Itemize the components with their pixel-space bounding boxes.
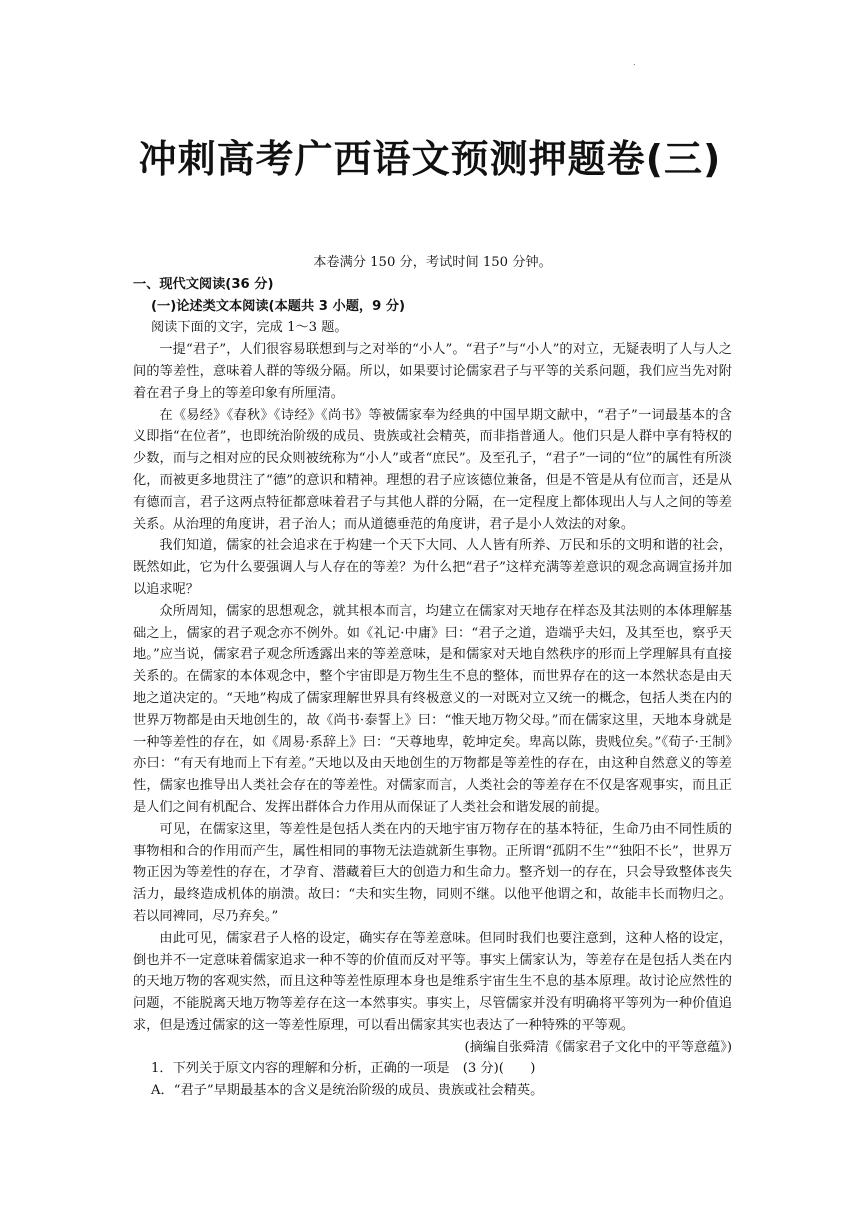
- paragraph: 一提“君子”，人们很容易联想到与之对举的“小人”。“君子”与“小人”的对立，无疑表明了人与人之间的等差性，意味着人群的等级分隔。所以，如果要讨论儒家君子与平等的关系问题，我们应当先对附着在君子身上的等差印象有所厘清。: [133, 342, 732, 401]
- page-title: 冲刺高考广西语文预测押题卷(三): [138, 137, 722, 181]
- paragraph: 众所周知，儒家的思想观念，就其根本而言，均建立在儒家对天地存在样态及其法则的本体理解基础之上，儒家的君子观念亦不例外。如《礼记·中庸》曰：“君子之道，造端乎夫妇，及其至也，察乎天地。”应当说，儒家君子观念所透露出来的等差意味，是和儒家对天地自然秩序的形而上学理解具有直接关系的。在儒家的本体观念中，整个宇宙即是万物生生不息的整体，而世界存在的这一本然状态是由天地之道决定的。“天地”构成了儒家理解世界具有终极意义的一对既对立又统一的概念，包括人类在内的世界万物都是由天地创生的，故《尚书·泰誓上》曰：“惟天地万物父母。”而在儒家这里，天地本身就是一种等差性的存在，如《周易·系辞上》曰：“天尊地卑，乾坤定矣。卑高以陈，贵贱位矣。”《荀子·王制》亦曰：“有天有地而上下有差。”天地以及由天地创生的万物都是等差性的存在，由这种自然意义的等差性，儒家也推导出人类社会存在的等差性。对儒家而言，人类社会的等差存在不仅是客观事实，而且正是人们之间有机配合、发挥出群体合力作用从而保证了人类社会和谐发展的前提。: [133, 603, 732, 815]
- exam-note: 本卷满分 150 分，考试时间 150 分钟。: [313, 255, 552, 270]
- section-heading: 一、现代文阅读(36 分): [133, 276, 274, 292]
- reading-instruction: 阅读下面的文字，完成 1～3 题。: [151, 320, 348, 336]
- paragraph: 我们知道，儒家的社会追求在于构建一个天下大同、人人皆有所养、万民和乐的文明和谐的社会，既然如此，它为什么要强调人与人存在的等差？为什么把“君子”这样充满等差意识的观念高调宣扬并加以追求呢？: [133, 538, 732, 597]
- paragraph: 可见，在儒家这里，等差性是包括人类在内的天地宇宙万物存在的基本特征，生命乃由不同性质的事物相和合的作用而产生，属性相同的事物无法造就新生事物。正所谓“孤阴不生”“独阳不长”，世界万物正因为等差性的存在，才孕育、潜藏着巨大的创造力和生命力。整齐划一的存在，只会导致整体丧失活力，最终造成机体的崩溃。故曰：“夫和实生物，同则不继。以他平他谓之和，故能丰长而物归之。若以同裨同，尽乃弃矣。”: [133, 821, 732, 924]
- source-citation: (摘编自张舜清《儒家君子文化中的平等意蕴》): [464, 1039, 732, 1055]
- subsection-heading: (一)论述类文本阅读(本题共 3 小题，9 分): [151, 298, 406, 314]
- question-1-option-a: A．“君子”早期最基本的含义是统治阶级的成员、贵族或社会精英。: [151, 1083, 544, 1099]
- paragraph: 在《易经》《春秋》《诗经》《尚书》等被儒家奉为经典的中国早期文献中，“君子”一词最基本的含义即指“在位者”，也即统治阶级的成员、贵族或社会精英，而非指普通人。他们只是人群中享有特权的少数，而与之相对应的民众则被统称为“小人”或者“庶民”。及至孔子，“君子”一词的“位”的属性有所淡化，而被更多地贯注了“德”的意识和精神。理想的君子应该德位兼备，但是不管是从有位而言，还是从有德而言，君子这两点特征都意味着君子与其他人群的分隔，在一定程度上都体现出人与人之间的等差关系。从治理的角度讲，君子治人；而从道德垂范的角度讲，君子是小人效法的对象。: [133, 407, 732, 532]
- header-mark: .: [633, 58, 636, 67]
- question-1: 1．下列关于原文内容的理解和分析，正确的一项是 (3 分)( ): [151, 1061, 536, 1077]
- document-body: [133, 252, 732, 1102]
- paragraph: 由此可见，儒家君子人格的设定，确实存在等差意味。但同时我们也要注意到，这种人格的设定，倒也并不一定意味着儒家追求一种不等的价值而反对平等。事实上儒家认为，等差存在是包括人类在内的天地万物的客观实然，而且这种等差性原理本身也是维系宇宙生生不息的基本原理。故讨论应然性的问题，不能脱离天地万物等差存在这一本然事实。事实上，尽管儒家并没有明确将平等列为一种价值追求，但是透过儒家的这一等差性原理，可以看出儒家其实也表达了一种特殊的平等观。: [133, 930, 732, 1033]
